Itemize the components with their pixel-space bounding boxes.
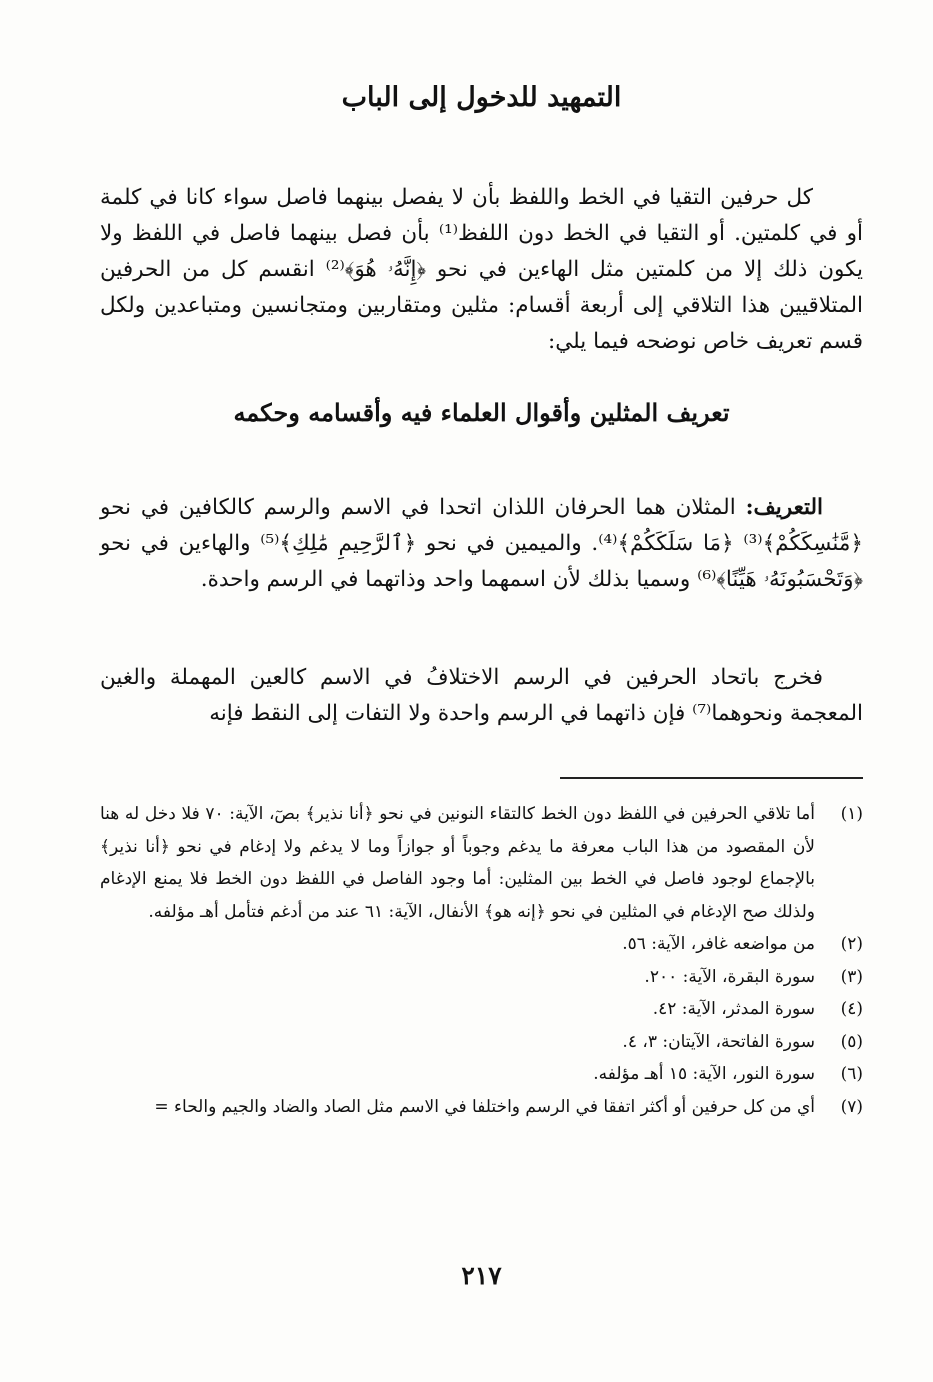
footnote-text: أي من كل حرفين أو أكثر اتفقا في الرسم واختلفا في الاسم مثل الصاد والضاد والجيم والحاء = xyxy=(154,1096,815,1117)
footnote-2 xyxy=(100,928,863,961)
footnote-text: سورة النور، الآية: ١٥ أهـ مؤلفه. xyxy=(593,1064,815,1084)
footnote-5 xyxy=(100,1026,863,1059)
footnote-text: سورة البقرة، الآية: ٢٠٠. xyxy=(644,966,815,987)
definition-lead: التعريف: xyxy=(745,495,823,520)
intro-paragraph: كل حرفين التقيا في الخط واللفظ بأن لا يفصل بينهما فاصل سواء كانا في كلمة أو في كلمتين. أو التقيا في الخط دون اللفظ⁽¹⁾ بأن فصل بينهما فاصل في اللفظ ولا يكون ذلك إلا من كلمتين مثل الهاءين في نحو ﴿إِنَّهُۥ هُوَ﴾⁽²⁾ انقسم كل من الحرفين المتلاقيين هذا التلاقي إلى أربعة أقسام: مثلين ومتقاربين ومتجانسين ومتباعدين ولكل قسم تعريف خاص نوضحه فيما يلي: xyxy=(100,185,863,354)
footnote-4 xyxy=(100,993,863,1026)
footnote-text: من مواضعه غافر، الآية: ٥٦. xyxy=(622,934,815,954)
footnote-text: سورة المدثر، الآية: ٤٢. xyxy=(652,999,815,1019)
running-header: التمهيد للدخول إلى الباب xyxy=(341,82,622,113)
footnotes-list xyxy=(100,798,863,1123)
footnote-3 xyxy=(100,961,863,994)
footnote-number: (٤) xyxy=(840,999,863,1019)
section-heading: تعريف المثلين وأقوال العلماء فيه وأقسامه وحكمه xyxy=(233,398,730,427)
footnote-number: (٧) xyxy=(840,1096,863,1117)
footnote-separator xyxy=(560,777,863,779)
page-number: ٢١٧ xyxy=(461,1261,502,1290)
footnote-number: (٥) xyxy=(840,1031,863,1052)
footnote-number: (٦) xyxy=(840,1064,863,1084)
book-page xyxy=(100,0,863,1382)
footnote-text: سورة الفاتحة، الآيتان: ٣، ٤. xyxy=(622,1031,815,1052)
footnote-text: أما تلاقي الحرفين في اللفظ دون الخط كالتقاء النونين في نحو ﴿أنا نذير﴾ بصٓ، الآية: ٧٠ فلا دخل له هنا لأن المقصود من هذا الباب معرفة ما يدغم وجوباً أو جوازاً وما لا يدغم ولا إدغام في نحو ﴿أنا نذير﴾ بالإجماع لوجود فاصل في الخط بين المثلين: أما وجود الفاصل في اللفظ دون الخط فلا يمنع الإدغام ولذلك صح الإدغام في المثلين في نحو ﴿إنه هو﴾ الأنفال، الآية: ٦١ عند من أدغم فتأمل أهـ مؤلفه. xyxy=(100,804,815,922)
footnote-number: (١) xyxy=(840,804,863,824)
definition-paragraph xyxy=(100,490,863,598)
footnote-1 xyxy=(100,798,863,928)
footnote-number: (٣) xyxy=(840,966,863,987)
footnote-7 xyxy=(100,1091,863,1124)
footnote-number: (٢) xyxy=(840,934,863,954)
footnote-6 xyxy=(100,1058,863,1091)
definition-text: المثلان هما الحرفان اللذان اتحدا في الاسم والرسم كالكافين في نحو ﴿مَّنَٰسِكَكُمْ﴾⁽³⁾ ﴿مَا سَلَكَكُمْ﴾⁽⁴⁾. والميمين في نحو ﴿ٱلرَّحِيمِ مَٰلِكِ﴾⁽⁵⁾ والهاءين في نحو ﴿وَتَحْسَبُونَهُۥ هَيِّنًا﴾⁽⁶⁾ وسميا بذلك لأن اسمهما واحد وذاتهما في الرسم واحدة. xyxy=(100,495,864,592)
exclusion-paragraph: فخرج باتحاد الحرفين في الرسم الاختلافُ في الاسم كالعين المهملة والغين المعجمة ونحوهما⁽⁷⁾ فإن ذاتهما في الرسم واحدة ولا التفات إلى النقط فإنه xyxy=(100,665,863,726)
